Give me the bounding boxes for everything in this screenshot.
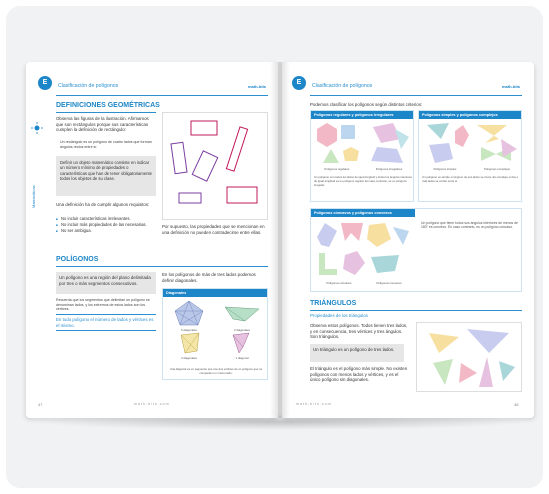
sides-text: Recuerda que los segmentos que delimitan un polígono se denominan lados, y los extremos de estos lados son los vértices. xyxy=(56,298,150,312)
classification-intro: Podemos clasificar los polígonos según distintos criterios: xyxy=(310,102,423,107)
simple-polygons-svg xyxy=(419,119,523,165)
concave-convex-panel xyxy=(310,208,522,292)
triangle-definition-box xyxy=(310,344,404,362)
note-divider xyxy=(56,330,156,331)
panel-title: Polígonos simples y polígonos complejos xyxy=(419,111,521,119)
polygon-definition: Un polígono es una región del plano delimitada por tres o más segmentos consecutivos. xyxy=(59,275,151,286)
page-number: 48 xyxy=(514,402,519,407)
header-title: Clasificación de polígonos xyxy=(312,83,373,89)
page-number: 47 xyxy=(38,402,43,407)
book-gutter xyxy=(270,62,290,418)
panel-caption: Polígonos simples xyxy=(433,167,457,171)
list-item: ■ No incluir más propiedades de las necesarias. xyxy=(56,222,156,228)
rectangles-illustration xyxy=(162,112,268,220)
brand-label: math-bits xyxy=(502,84,520,89)
footer-url: math-bits.com xyxy=(296,402,332,406)
regular-irregular-panel xyxy=(310,110,414,202)
panel-caption: Polígonos regulares xyxy=(324,167,350,171)
logo-icon: E xyxy=(292,76,306,90)
triangle-definition: Un triángulo es un polígono de tres lados. xyxy=(313,347,395,352)
triangles-text: El triángulo es el polígono más simple. No existen polígonos con menos lados y vértices, y es el único polígono sin diagonales. xyxy=(310,366,408,383)
side-tab: Matemáticas xyxy=(31,185,36,208)
panel-caption: Polígonos irregulares xyxy=(375,167,403,171)
intro-text: Observa las figuras de la ilustración. Afirmamos que son rectángulos porque sus características cumplen la definición de rectángulo: xyxy=(56,116,149,133)
panel-text: Un polígono que tiene todos sus ángulos interiores de menos de 180° es convexo. En caso contrario, es un polígono cóncavo. xyxy=(421,221,518,230)
diagonal-caption: 2 diagonales xyxy=(181,356,197,360)
list-item: ■ No ser ambigua. xyxy=(56,228,156,234)
section-divider xyxy=(56,112,156,113)
left-header xyxy=(56,82,268,96)
sun-icon xyxy=(31,122,43,134)
panel-caption: Polígonos convexos xyxy=(376,281,402,285)
concave-polygons-svg xyxy=(311,217,417,279)
polygon-definition-box xyxy=(56,272,156,294)
section-title-definitions: DEFINICIONES GEOMÉTRICAS xyxy=(56,102,160,109)
panel-caption: Polígonos complejos xyxy=(484,167,510,171)
open-book xyxy=(26,62,534,424)
panel-text: Un polígono es simple si ninguno de sus lados se cruza. Es complejo si dos o más lados se cortan entre sí. xyxy=(422,175,519,183)
panel-title: Polígonos cóncavos y polígonos convexos xyxy=(311,209,415,217)
section-title-polygons: POLÍGONOS xyxy=(56,256,99,263)
header-title: Clasificación de polígonos xyxy=(58,83,119,89)
triangles-intro: Observa estos polígonos. Todos tienen tres lados, y en consecuencia, tres vértices y tres ángulos. Son triángulos. xyxy=(310,323,408,340)
subsection-title: Propiedades de los triángulos xyxy=(310,313,368,318)
section-title-triangles: TRIÁNGULOS xyxy=(310,300,357,307)
regular-polygons-svg xyxy=(311,119,415,165)
requirements-lead: Una definición ha de cumplir algunos requisitos: xyxy=(56,202,150,207)
rectangle-quote: Un rectángulo es un polígono de cuatro lados que forman ángulos rectos entre sí. xyxy=(60,140,152,149)
panel-title: Polígonos regulares y polígonos irregulares xyxy=(311,111,413,119)
diagonals-intro: En los polígonos de más de tres lados podemos definir diagonales. xyxy=(162,272,256,283)
diagonal-caption: 1 diagonal xyxy=(235,356,249,360)
section-divider xyxy=(56,266,268,267)
right-header xyxy=(310,82,522,96)
panel-caption: Polígonos cóncavos xyxy=(326,281,352,285)
simple-complex-panel xyxy=(418,110,522,202)
preview-card xyxy=(6,6,543,488)
right-page xyxy=(282,62,534,418)
blue-note: En todo polígono el número de lados y vértices es el mismo. xyxy=(56,317,154,328)
definition-box xyxy=(56,156,156,196)
panel-text: Un polígono con todos los lados de igual longitud y todos los ángulos interiores de igual amplitud es un polígono regular. En caso contrario, es un polígono irregular. xyxy=(314,175,412,187)
diagonal-caption: 2 diagonales xyxy=(234,328,250,332)
footer-url: math-bits.com xyxy=(134,402,170,406)
triangles-svg xyxy=(417,323,523,393)
left-page xyxy=(26,62,278,418)
note-divider xyxy=(56,314,156,315)
list-item: ■ No incluir características irrelevantes. xyxy=(56,216,156,222)
diagonals-panel xyxy=(162,288,268,380)
definition-text: Definir un objeto matemático consiste en indicar un número mínimo de propiedades o características que han de tener obligatoriamente todos los objetos de su clase. xyxy=(60,160,152,182)
requirements-list xyxy=(56,216,156,234)
shapes-note: Por supuesto, las propiedades que se mencionan en una definición no pueden contradecirse entre ellas. xyxy=(162,224,265,235)
triangles-illustration xyxy=(416,322,522,392)
brand-label: math-bits xyxy=(248,84,266,89)
diagonal-caption: 5 diagonales xyxy=(181,328,197,332)
diagonals-panel-title: Diagonales xyxy=(163,289,267,297)
section-divider xyxy=(310,310,522,311)
rectangles-svg xyxy=(163,113,269,221)
logo-icon: E xyxy=(38,76,52,90)
diagonal-note: Una diagonal es un segmento que une dos vértices de un polígono que no comparten un mismo lado. xyxy=(169,367,263,375)
